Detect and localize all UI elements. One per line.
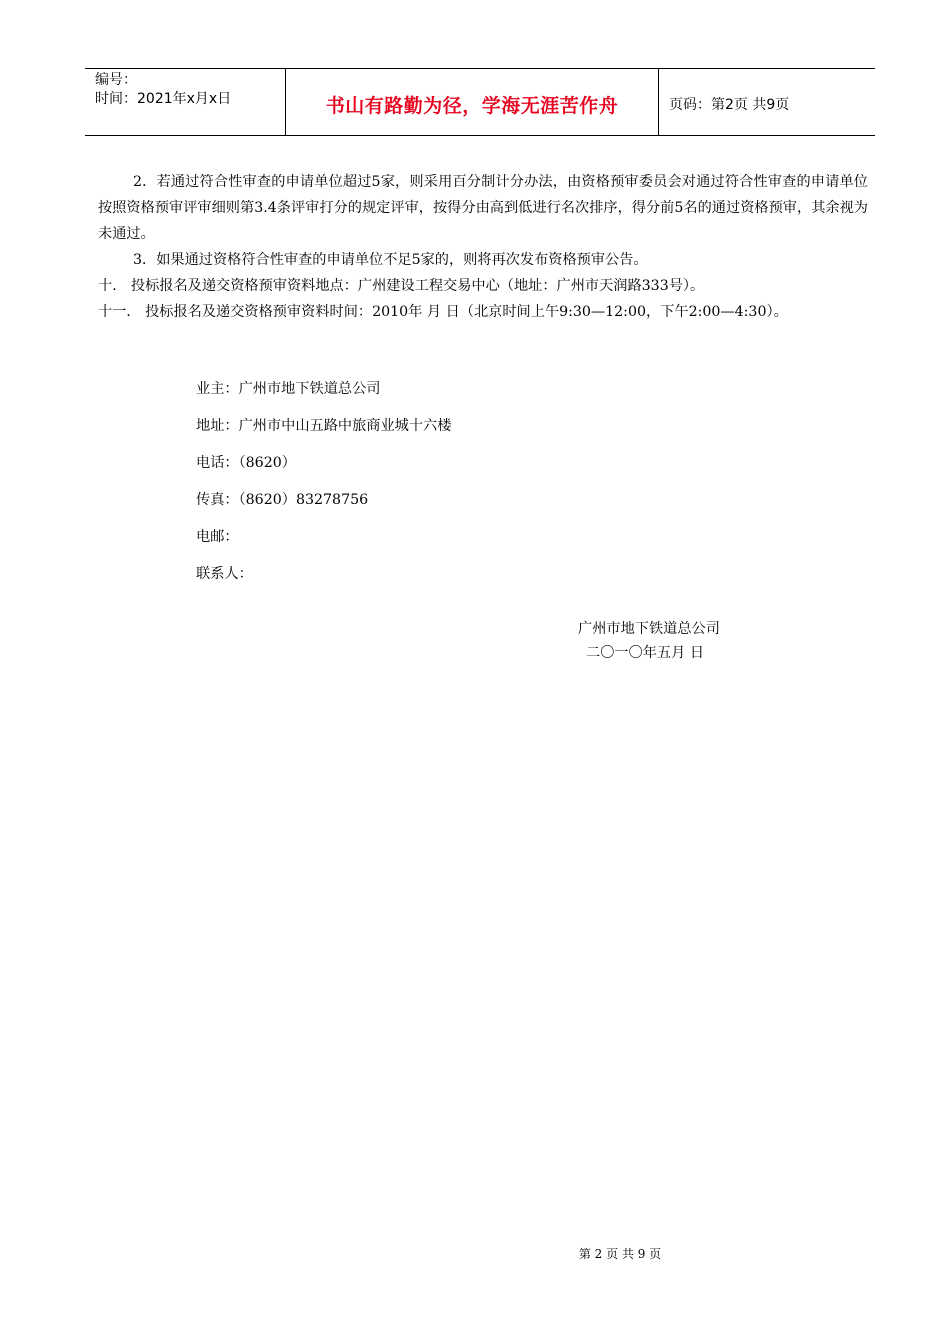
header-meta [85,69,286,135]
email-line: 电邮： [196,529,239,545]
signature-date: 二〇一〇年五月 日 [586,645,705,661]
page-footer: 第 2 页 共 9 页 [578,1247,662,1261]
document-body [98,169,868,325]
section-eleven: 十一． 投标报名及递交资格预审资料时间：2010年 月 日（北京时间上午9:30—12:00，下午2:00—4:30）。 [98,304,788,320]
paragraph-item-2: 2．若通过符合性审查的申请单位超过5家，则采用百分制计分办法，由资格预审委员会对通过符合性审查的申请单位按照资格预审评审细则第3.4条评审打分的规定评审，按得分由高到低进行名次排序，得分前5名的通过资格预审，其余视为未通过。 [98,174,868,242]
phone-line: 电话：（8620） [196,455,296,471]
signature-company: 广州市地下铁道总公司 [578,621,720,637]
header-page-info: 页码：第2页 共9页 [669,97,790,113]
paragraph-item-3: 3．如果通过资格符合性审查的申请单位不足5家的，则将再次发布资格预审公告。 [133,252,648,268]
document-number: 编号： [95,72,137,88]
address-line: 地址：广州市中山五路中旅商业城十六楼 [196,418,452,434]
contact-block [196,377,451,599]
page-header [85,68,875,136]
fax-line: 传真：（8620）83278756 [196,492,369,508]
signature-block [578,617,720,665]
document-time: 时间：2021年x月x日 [95,91,232,107]
section-ten: 十． 投标报名及递交资格预审资料地点：广州建设工程交易中心（地址：广州市天润路333号）。 [98,278,705,294]
contact-person-line: 联系人： [196,566,253,582]
header-motto: 书山有路勤为径，学海无涯苦作舟 [286,69,659,135]
owner-line: 业主：广州市地下铁道总公司 [196,381,381,397]
